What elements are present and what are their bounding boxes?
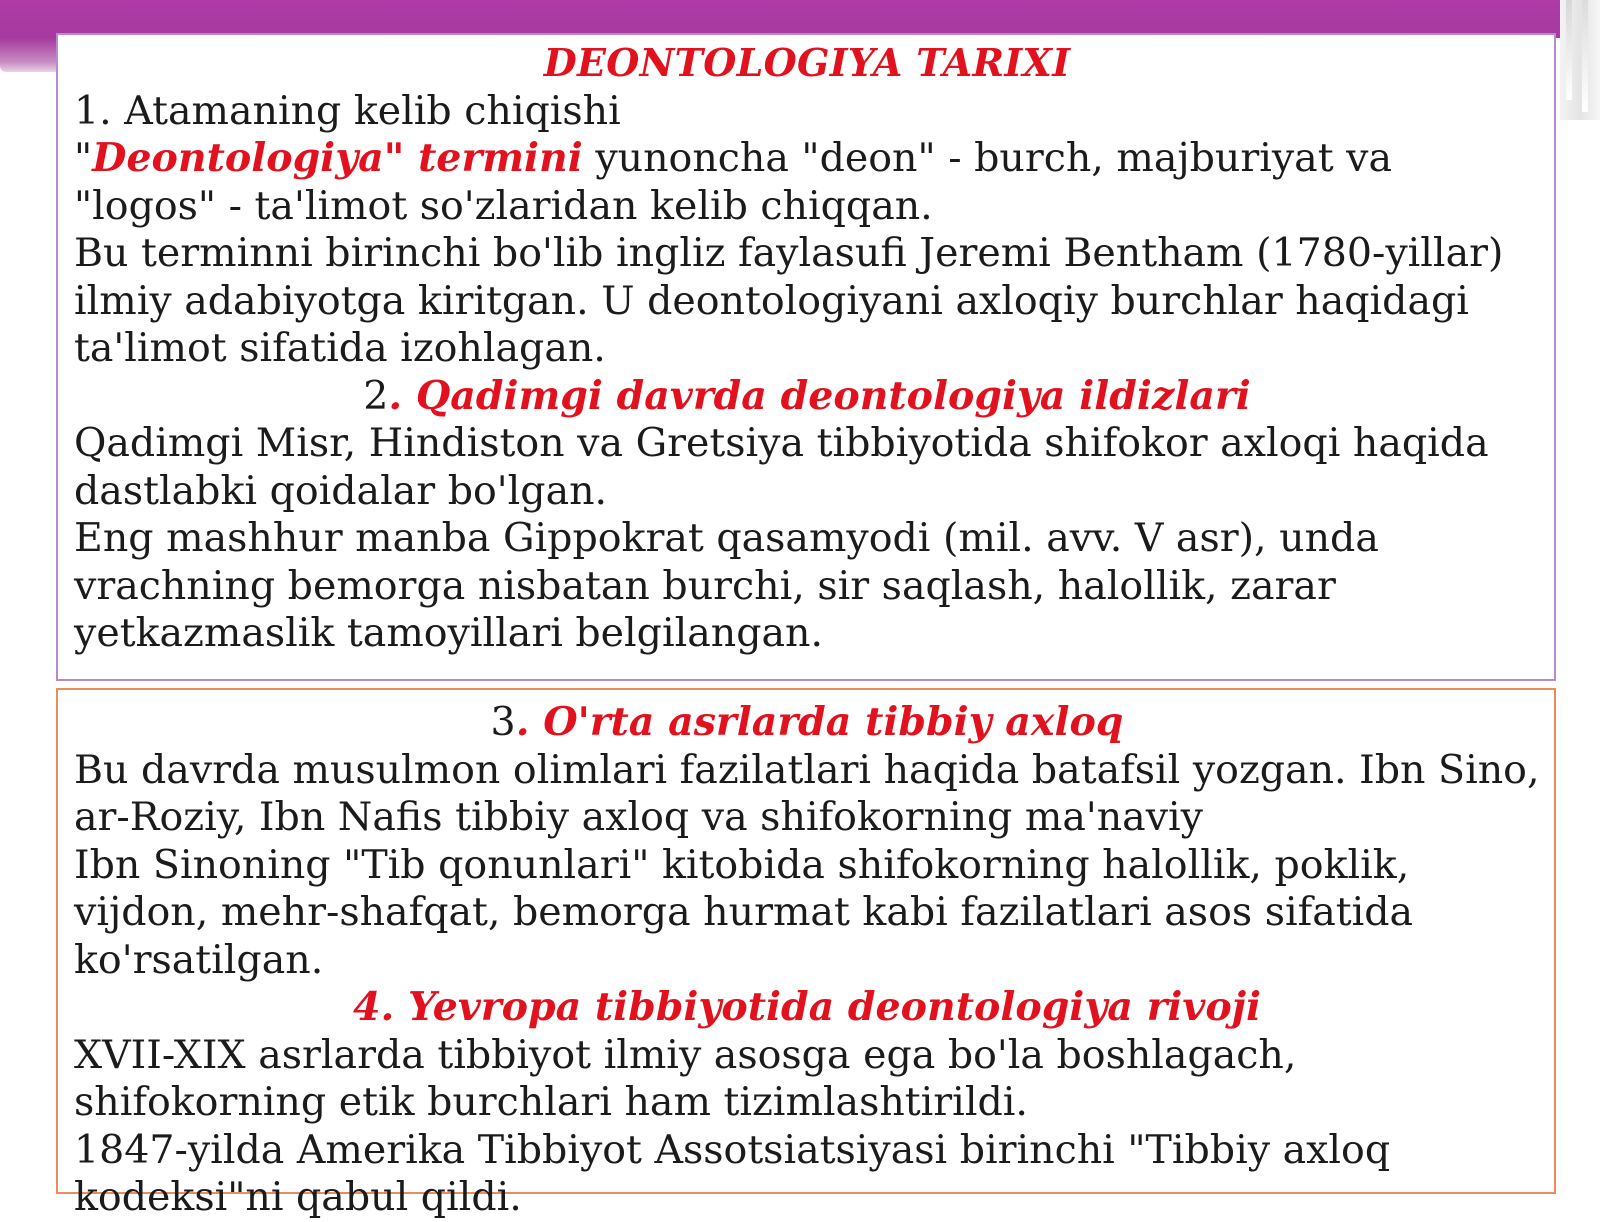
section3-heading-text: . O'rta asrlarda tibbiy axloq	[515, 699, 1124, 745]
slide-title-line	[74, 39, 1540, 88]
content-box-lower	[56, 688, 1556, 1220]
section3-paragraph1: Bu davrda musulmon olimlari fazilatlari haqida batafsil yozgan. Ibn Sino, ar-Roziy, Ibn Nafis tibbiy axloq va shifokorning ma'naviy	[74, 746, 1540, 840]
term-explanation: yunoncha "deon" - burch, majburiyat va "logos" - ta'limot so'zlaridan kelib chiqqan.	[74, 135, 1393, 229]
left-decor-tab	[0, 38, 60, 72]
section3-number: 3	[490, 699, 516, 745]
section1-paragraph2: Bu terminni birinchi bo'lib ingliz faylasufi Jeremi Bentham (1780-yillar) ilmiy adabiyotga kiritgan. U deontologiyani axloqiy burchlar haqidagi ta'limot sifatida izohlagan.	[74, 230, 1504, 371]
section2-paragraph2: Eng mashhur manba Gippokrat qasamyodi (mil. avv. V asr), unda vrachning bemorga nisbatan burchi, sir saqlash, halollik, zarar yetkazmaslik tamoyillari belgilangan.	[74, 515, 1379, 656]
open-quote: "	[74, 135, 93, 181]
right-decor-ribbon	[1560, 0, 1600, 120]
section3-paragraph2: Ibn Sinoning "Tib qonunlari" kitobida shifokorning halollik, poklik, vijdon, mehr-shafqat, bemorga hurmat kabi fazilatlari asos sifatida ko'rsatilgan.	[74, 841, 1414, 983]
section2-number: 2	[363, 372, 389, 419]
section4-heading-text: 4. Yevropa tibbiyotida deontologiya rivoji	[352, 984, 1262, 1030]
section2-heading	[74, 373, 1540, 421]
section4-paragraph1: XVII-XIX asrlarda tibbiyot ilmiy asosga ega bo'la boshlagach, shifokorning etik burchlari ham tizimlashtirildi.	[74, 1031, 1297, 1125]
section4-paragraph2: 1847-yilda Amerika Tibbiyot Assotsiatsiyasi birinchi "Tibbiy axloq kodeksi"ni qabul qildi.	[74, 1126, 1391, 1220]
section3-heading	[74, 699, 1540, 747]
section2-heading-text: . Qadimgi davrda deontologiya ildizlari	[388, 372, 1251, 419]
section4-heading	[74, 984, 1540, 1032]
section1-heading: 1. Atamaning kelib chiqishi	[74, 87, 621, 134]
section1-paragraph1	[74, 135, 1540, 230]
section2-paragraph1: Qadimgi Misr, Hindiston va Gretsiya tibbiyotida shifokor axloqi haqida dastlabki qoidalar bo'lgan.	[74, 420, 1489, 514]
slide-title: DEONTOLOGIYA TARIXI	[543, 40, 1071, 85]
term-highlight: Deontologiya" termini	[92, 135, 583, 181]
content-box-upper	[56, 33, 1556, 681]
